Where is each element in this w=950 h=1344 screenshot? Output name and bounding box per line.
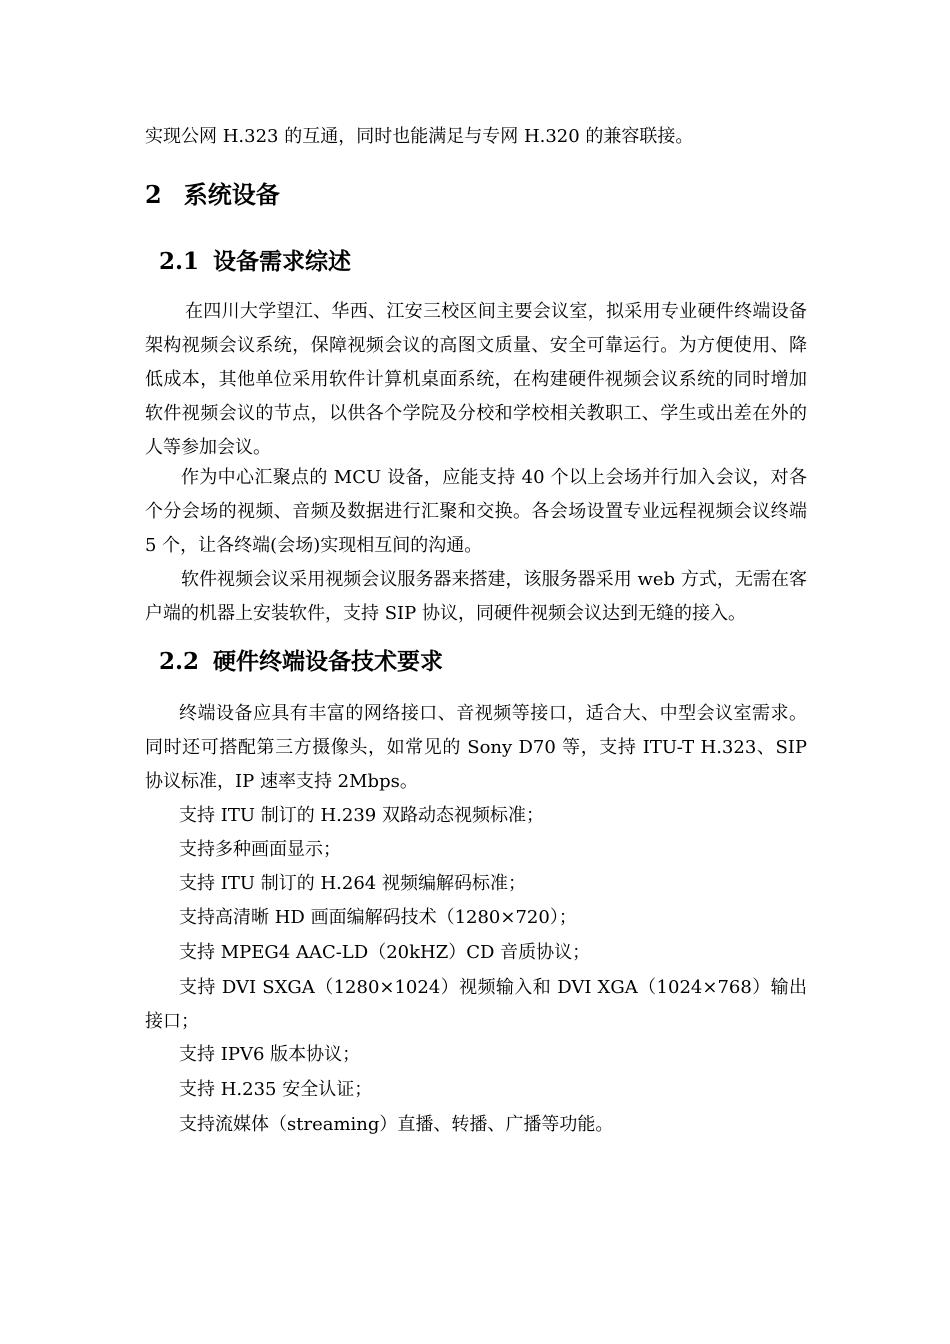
list-item: 支持 IPV6 版本协议； bbox=[179, 1044, 361, 1065]
section-2-2-number: 2.2 bbox=[159, 648, 200, 675]
section-2-1-title: 设备需求综述 bbox=[213, 248, 352, 275]
section-2-2-heading bbox=[159, 647, 443, 677]
section-2-heading bbox=[145, 180, 280, 210]
section-2-number: 2 bbox=[145, 180, 162, 209]
paragraph-software-conference: 软件视频会议采用视频会议服务器来搭建，该服务器采用 web 方式，无需在客户端的机器上安装软件，支持 SIP 协议，同硬件视频会议达到无缝的接入。 bbox=[145, 569, 807, 624]
list-item: 支持 MPEG4 AAC-LD（20kHZ）CD 音质协议； bbox=[179, 942, 591, 963]
list-item: 支持流媒体（streaming）直播、转播、广播等功能。 bbox=[179, 1114, 614, 1135]
list-item: 支持高清晰 HD 画面编解码技术（1280×720）； bbox=[179, 907, 577, 928]
list-item: 支持 ITU 制订的 H.239 双路动态视频标准； bbox=[179, 805, 544, 826]
section-2-title: 系统设备 bbox=[183, 180, 280, 209]
paragraph-mcu: 作为中心汇聚点的 MCU 设备，应能支持 40 个以上会场并行加入会议，对各个分会场的视频、音频及数据进行汇聚和交换。各会场设置专业远程视频会议终端 5 个，让各终端(会场)实现相互间的沟通。 bbox=[145, 467, 807, 556]
list-item: 支持 H.235 安全认证； bbox=[179, 1079, 373, 1100]
list-item: 支持 ITU 制订的 H.264 视频编解码标准； bbox=[179, 873, 526, 894]
intro-line: 实现公网 H.323 的互通，同时也能满足与专网 H.320 的兼容联接。 bbox=[145, 126, 694, 147]
section-2-2-title: 硬件终端设备技术要求 bbox=[213, 648, 444, 675]
section-2-1-number: 2.1 bbox=[159, 248, 200, 275]
paragraph-terminal-requirements: 终端设备应具有丰富的网络接口、音视频等接口，适合大、中型会议室需求。同时还可搭配第三方摄像头，如常见的 Sony D70 等，支持 ITU-T H.323、SIP 协议标准，IP 速率支持 2Mbps。 bbox=[145, 703, 807, 792]
list-item: 支持多种画面显示； bbox=[179, 839, 341, 860]
section-2-1-heading bbox=[159, 247, 351, 277]
list-item: 支持 DVI SXGA（1280×1024）视频输入和 DVI XGA（1024×768）输出接口； bbox=[145, 977, 807, 1032]
paragraph-requirements-overview: 在四川大学望江、华西、江安三校区间主要会议室，拟采用专业硬件终端设备架构视频会议系统，保障视频会议的高图文质量、安全可靠运行。为方便使用、降低成本，其他单位采用软件计算机桌面系统，在构建硬件视频会议系统的同时增加软件视频会议的节点，以供各个学院及分校和学校相关教职工、学生或出差在外的人等参加会议。 bbox=[145, 301, 807, 458]
